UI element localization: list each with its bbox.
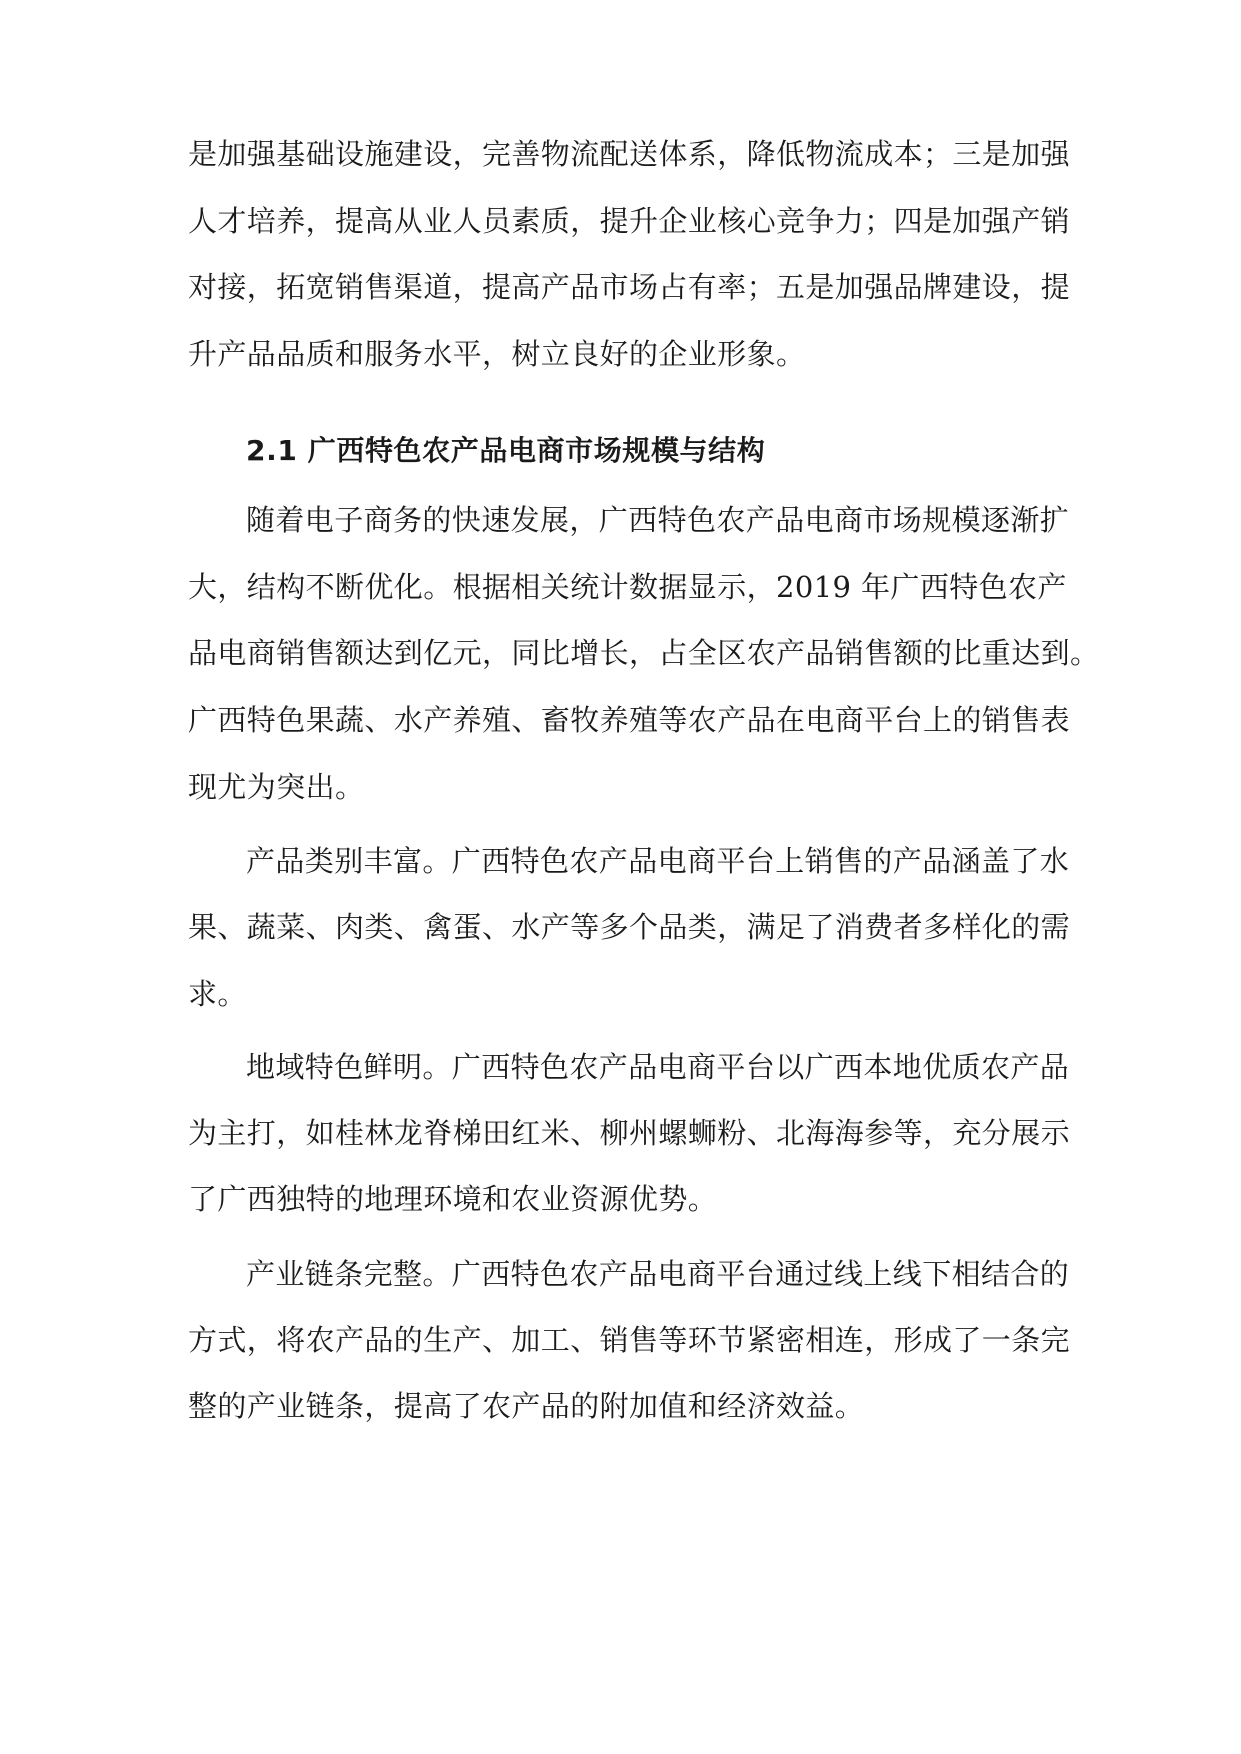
text-line: 地域特色鲜明。广西特色农产品电商平台以广西本地优质农产品 — [246, 1050, 1070, 1084]
text-line: 整的产业链条，提高了农产品的附加值和经济效益。 — [188, 1389, 865, 1423]
section-heading: 2.1 广西特色农产品电商市场规模与结构 — [246, 434, 766, 467]
text-line: 品电商销售额达到亿元，同比增长，占全区农产品销售额的比重达到。 — [188, 636, 1100, 670]
text-line: 是加强基础设施建设，完善物流配送体系，降低物流成本；三是加强 — [188, 137, 1071, 171]
text-line: 现尤为突出。 — [188, 770, 365, 804]
text-line: 随着电子商务的快速发展，广西特色农产品电商市场规模逐渐扩 — [246, 503, 1070, 537]
text-line: 方式，将农产品的生产、加工、销售等环节紧密相连，形成了一条完 — [188, 1323, 1071, 1357]
text-line: 产业链条完整。广西特色农产品电商平台通过线上线下相结合的 — [246, 1257, 1070, 1291]
text-line: 为主打，如桂林龙脊梯田红米、柳州螺蛳粉、北海海参等，充分展示 — [188, 1116, 1071, 1150]
text-line: 人才培养，提高从业人员素质，提升企业核心竞争力；四是加强产销 — [188, 204, 1071, 238]
text-line: 了广西独特的地理环境和农业资源优势。 — [188, 1182, 718, 1216]
text-line: 对接，拓宽销售渠道，提高产品市场占有率；五是加强品牌建设，提 — [188, 270, 1071, 304]
text-line: 大，结构不断优化。根据相关统计数据显示，2019 年广西特色农产 — [188, 570, 1067, 604]
text-line: 求。 — [188, 977, 247, 1011]
text-line: 升产品品质和服务水平，树立良好的企业形象。 — [188, 337, 806, 371]
text-line: 广西特色果蔬、水产养殖、畜牧养殖等农产品在电商平台上的销售表 — [188, 703, 1071, 737]
text-line: 果、蔬菜、肉类、禽蛋、水产等多个品类，满足了消费者多样化的需 — [188, 910, 1071, 944]
text-line: 产品类别丰富。广西特色农产品电商平台上销售的产品涵盖了水 — [246, 844, 1070, 878]
